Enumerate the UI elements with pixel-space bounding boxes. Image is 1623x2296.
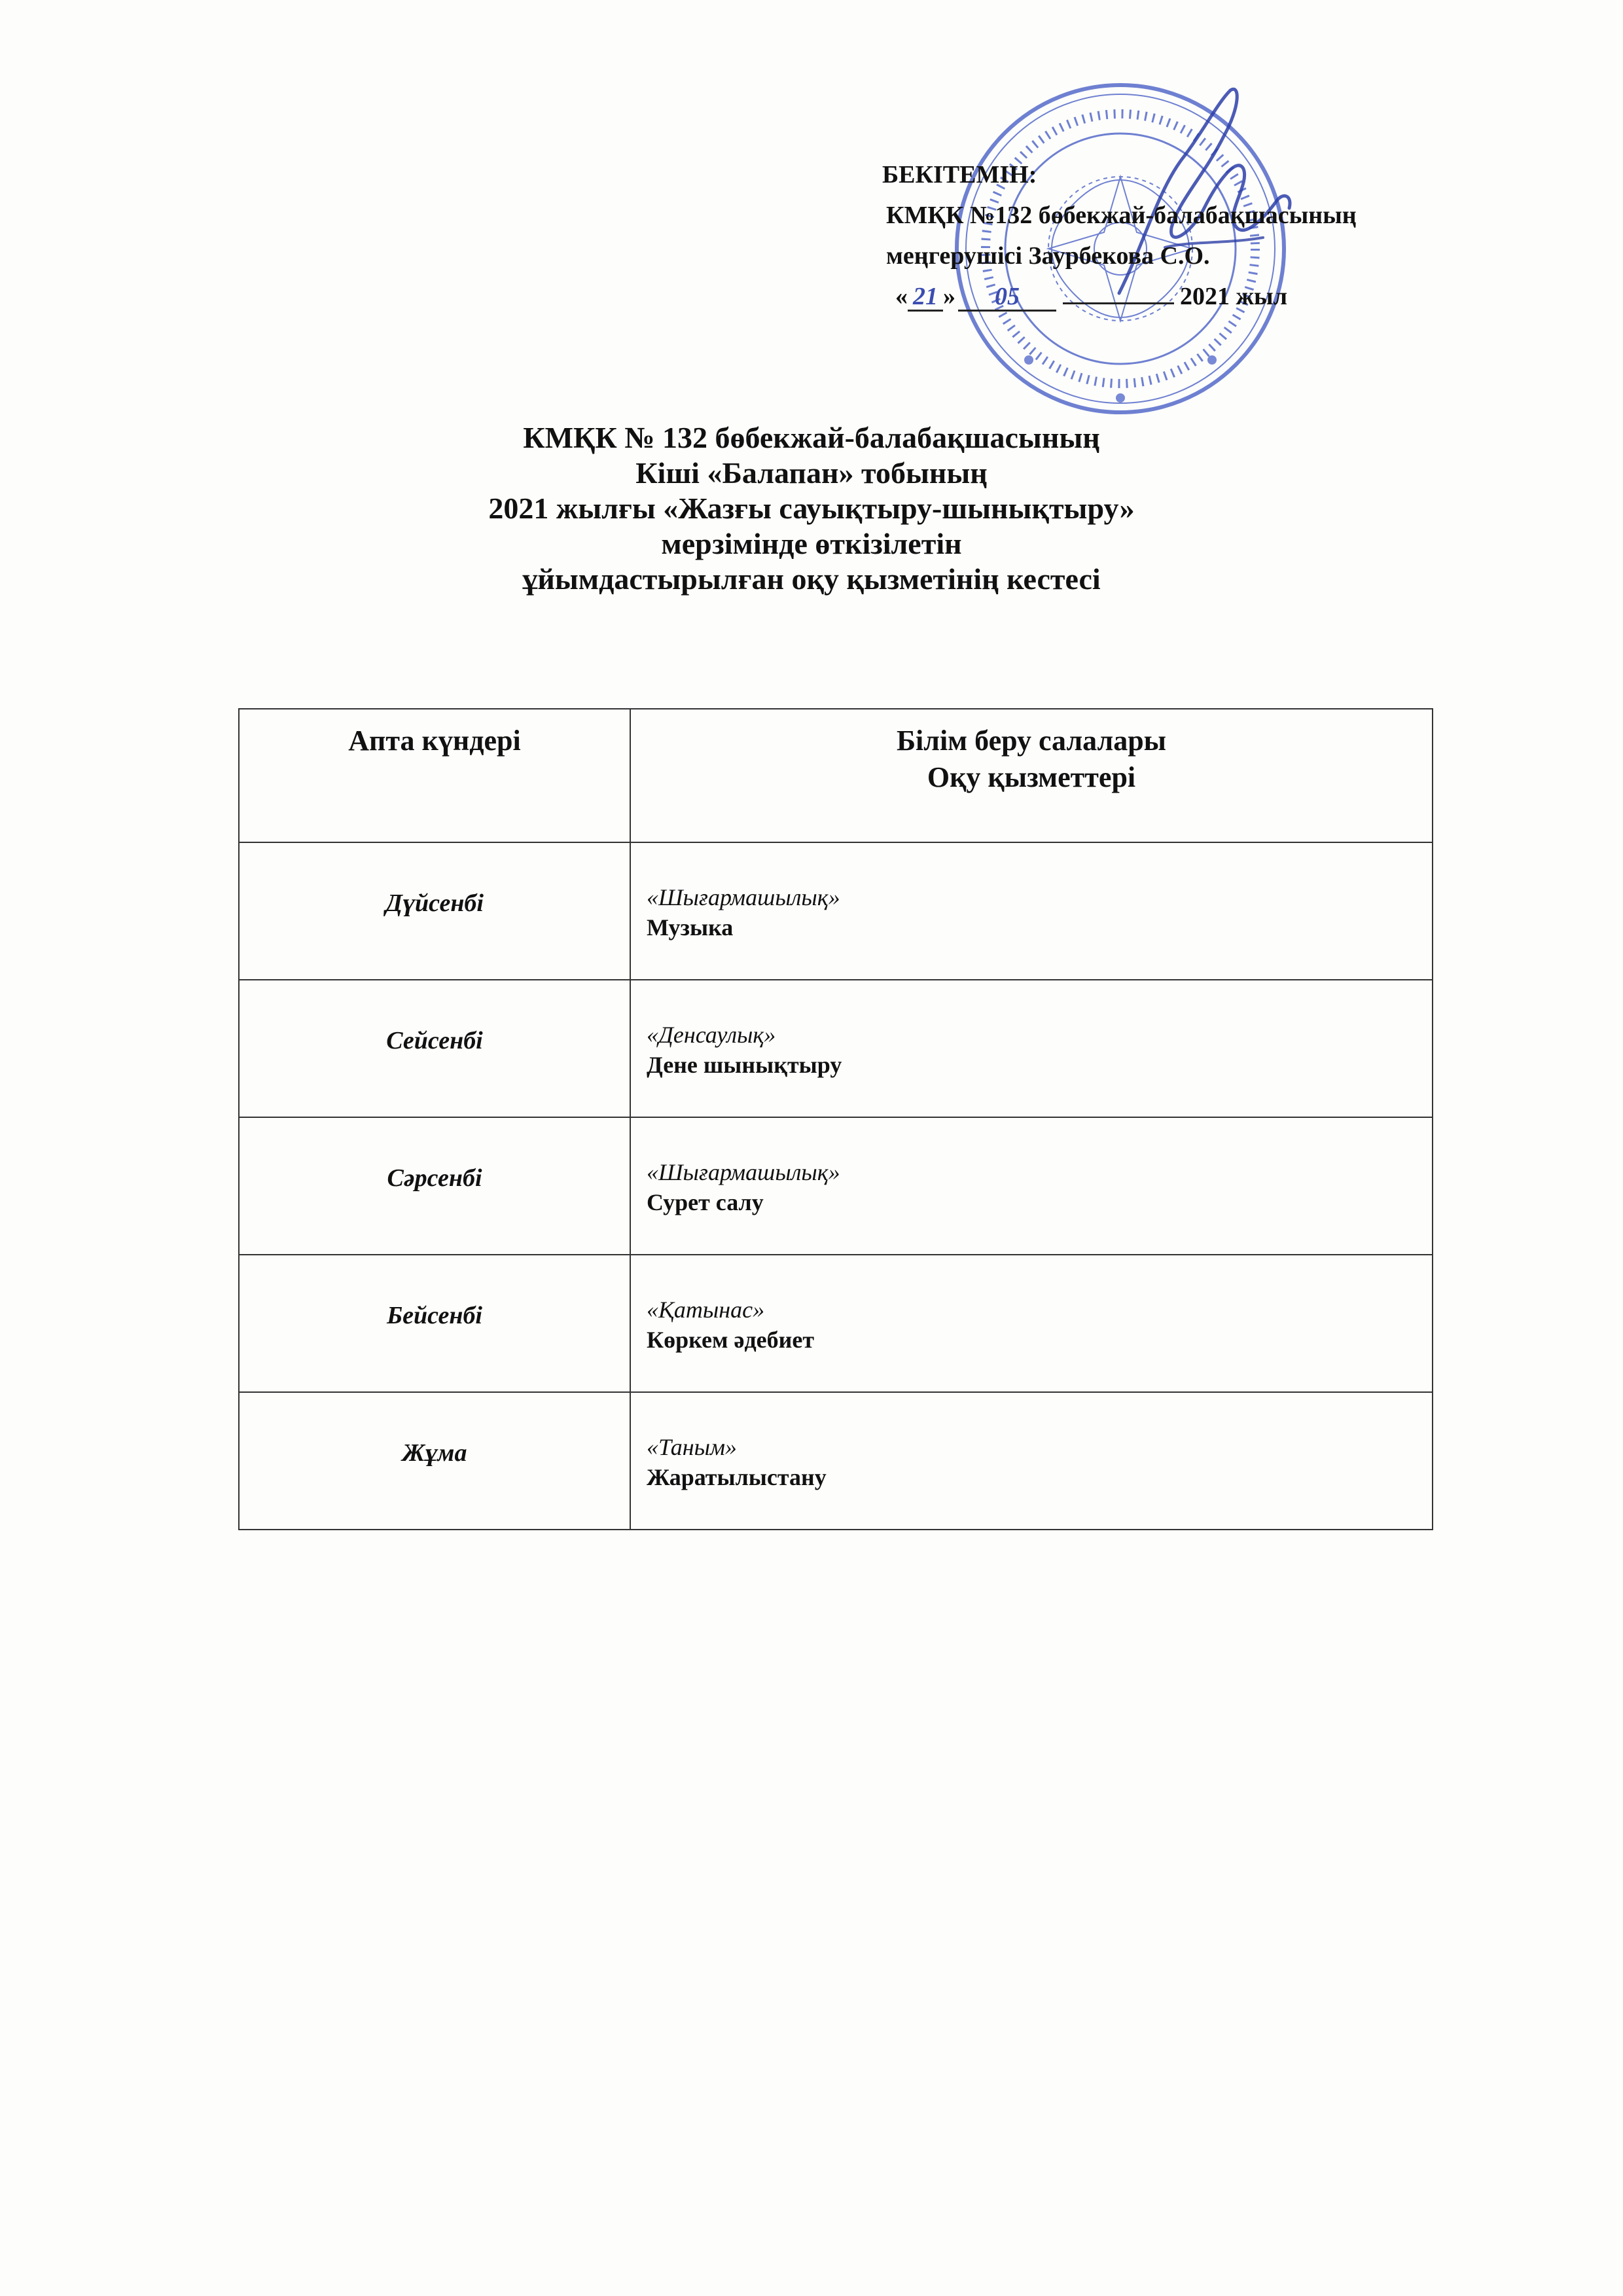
title-line-3: 2021 жылғы «Жазғы сауықтыру-шынықтыру» (488, 492, 1135, 525)
row-area: «Шығармашылық» (647, 884, 840, 910)
row-area: «Таным» (647, 1434, 737, 1460)
approval-block (882, 154, 1537, 317)
row-day: Бейсенбі (239, 1255, 630, 1392)
title-line-4: мерзімінде өткізілетін (661, 527, 962, 560)
row-activity (630, 842, 1433, 980)
header-activities-line-2: Оқу қызметтері (927, 761, 1136, 793)
date-year: 2021 жыл (1180, 283, 1288, 310)
row-activity (630, 1392, 1433, 1530)
table-header-row (239, 709, 1433, 842)
approval-organization: КМҚК №132 бөбекжай-балабақшасының (886, 202, 1357, 229)
schedule-table (238, 708, 1433, 1530)
row-subject: Көркем әдебиет (647, 1327, 815, 1353)
approval-date (882, 276, 1537, 317)
title-line-1: КМҚК № 132 бөбекжай-балабақшасының (523, 421, 1100, 454)
title-line-5: ұйымдастырылған оқу қызметінің кестесі (522, 562, 1101, 596)
row-day: Сәрсенбі (239, 1117, 630, 1255)
table-row (239, 842, 1433, 980)
row-day: Дүйсенбі (239, 842, 630, 980)
date-month: 05 (958, 283, 1056, 312)
header-activities (630, 709, 1433, 842)
date-close-quote: » (943, 283, 955, 310)
document-title (157, 420, 1466, 597)
date-day: 21 (908, 283, 943, 312)
row-activity (630, 1255, 1433, 1392)
row-activity (630, 1117, 1433, 1255)
approval-position: меңгерушісі Заурбекова С.О. (886, 242, 1210, 270)
date-open-quote: « (895, 283, 908, 310)
header-weekdays: Апта күндері (239, 709, 630, 842)
row-subject: Сурет салу (647, 1189, 764, 1215)
row-activity (630, 980, 1433, 1117)
table-row (239, 1117, 1433, 1255)
row-subject: Жаратылыстану (647, 1464, 827, 1490)
row-day: Сейсенбі (239, 980, 630, 1117)
row-day: Жұма (239, 1392, 630, 1530)
row-area: «Қатынас» (647, 1297, 765, 1323)
row-subject: Дене шынықтыру (647, 1052, 842, 1078)
table-row (239, 1392, 1433, 1530)
row-area: «Шығармашылық» (647, 1159, 840, 1185)
row-subject: Музыка (647, 914, 734, 941)
table-row (239, 980, 1433, 1117)
approval-heading: БЕКІТЕМІН: (882, 161, 1037, 188)
title-line-2: Кіші «Балапан» тобының (635, 456, 988, 490)
table-row (239, 1255, 1433, 1392)
row-area: «Денсаулық» (647, 1022, 776, 1048)
header-activities-line-1: Білім беру салалары (896, 725, 1167, 757)
